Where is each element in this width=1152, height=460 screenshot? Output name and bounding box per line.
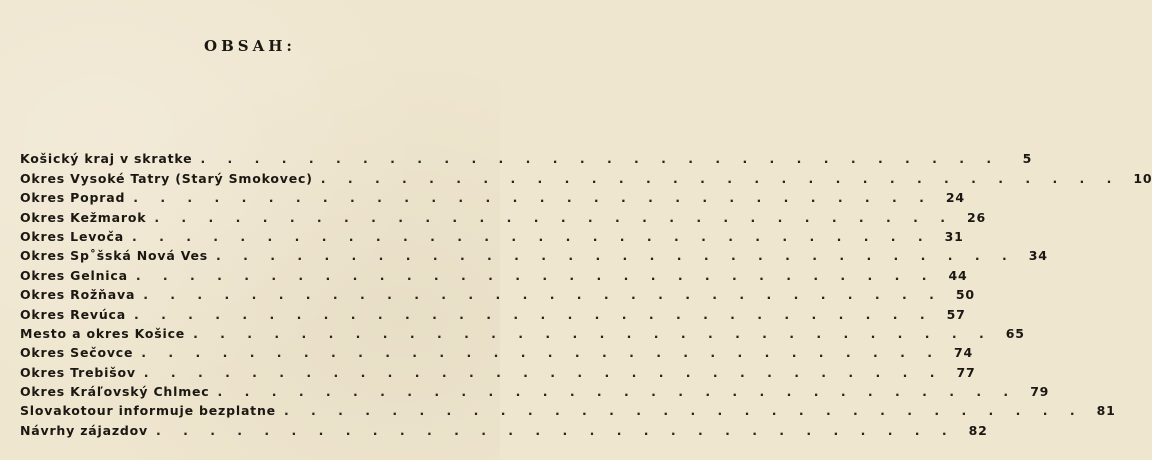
toc-entry-label: Okres Gelnica <box>20 267 128 283</box>
toc-entry-page: 24 <box>945 190 965 206</box>
toc-entry-label: Okres Sp˚šská Nová Ves <box>20 248 209 264</box>
toc-row <box>20 186 965 206</box>
dot-leader: . . . . . . . . . . . . . . . . . . . . . . . . . . . . . . <box>132 228 932 244</box>
dot-leader: . . . . . . . . . . . . . . . . . . . . . . . . . . . . . . <box>135 267 936 283</box>
toc-entry-page: 77 <box>956 364 976 380</box>
toc-entry-label: Okres Revúca <box>20 306 126 322</box>
dot-leader: . . . . . . . . . . . . . . . . . . . . . . . . . . . . . . <box>143 364 944 380</box>
dot-leader: . . . . . . . . . . . . . . . . . . . . . . . . . . . . . . <box>133 306 934 322</box>
dot-leader: . . . . . . . . . . . . . . . . . . . . . . . . . . . . . . <box>216 248 1016 264</box>
toc-entry-label: Mesto a okres Košice <box>20 325 186 341</box>
toc-entry-label: Okres Vysoké Tatry (Starý Smokovec) <box>20 170 313 186</box>
toc-entry-label: Okres Kráľovský Chlmec <box>20 384 210 400</box>
toc-entry-label: Okres Poprad <box>20 190 126 206</box>
dot-leader: . . . . . . . . . . . . . . . . . . . . . . . . . . . . . . <box>133 190 933 206</box>
toc-row <box>20 399 1116 419</box>
table-of-contents <box>20 147 1152 438</box>
toc-row <box>20 244 1048 264</box>
toc-entry-label: Okres Sečovce <box>20 345 134 361</box>
toc-row <box>20 263 968 283</box>
toc-row <box>20 205 986 225</box>
toc-entry-page: 44 <box>948 267 968 283</box>
toc-row <box>20 302 966 322</box>
toc-entry-page: 79 <box>1030 384 1050 400</box>
toc-entry-page: 5 <box>1022 151 1033 167</box>
toc-entry-page: 31 <box>944 228 964 244</box>
toc-entry-label: Okres Levoča <box>20 228 124 244</box>
toc-entry-label: Košický kraj v skratke <box>20 151 193 167</box>
dot-leader: . . . . . . . . . . . . . . . . . . . . . . . . . . . . . . <box>217 384 1018 400</box>
toc-row <box>20 341 973 361</box>
toc-row <box>20 283 975 303</box>
toc-entry-page: 10 <box>1133 170 1152 186</box>
dot-leader: . . . . . . . . . . . . . . . . . . . . . . . . . . . . . . <box>141 345 941 361</box>
dot-leader: . . . . . . . . . . . . . . . . . . . . . . . . . . . . . . <box>143 287 943 303</box>
toc-entry-page: 57 <box>946 306 966 322</box>
toc-row <box>20 360 976 380</box>
toc-row <box>20 166 1152 186</box>
toc-entry-label: Okres Trebišov <box>20 364 136 380</box>
page-title: OBSAH: <box>204 37 296 55</box>
dot-leader: . . . . . . . . . . . . . . . . . . . . . . . . . . . . . . <box>283 403 1084 419</box>
toc-entry-page: 34 <box>1028 248 1048 264</box>
toc-entry-page: 26 <box>967 209 986 225</box>
dot-leader: . . . . . . . . . . . . . . . . . . . . . . . . . . . . . . <box>156 422 956 438</box>
toc-entry-page: 65 <box>1005 325 1025 341</box>
dot-leader: . . . . . . . . . . . . . . . . . . . . . . . . . . . . . . <box>154 209 954 225</box>
toc-entry-page: 81 <box>1096 403 1116 419</box>
toc-entry-label: Návrhy zájazdov <box>20 422 148 438</box>
toc-entry-label: Okres Rožňava <box>20 287 136 303</box>
toc-row <box>20 147 1033 167</box>
toc-entry-label: Okres Kežmarok <box>20 209 147 225</box>
toc-entry-page: 74 <box>953 345 973 361</box>
toc-entry-page: 82 <box>968 422 988 438</box>
dot-leader: . . . . . . . . . . . . . . . . . . . . . . . . . . . . . . <box>200 151 1001 167</box>
toc-row <box>20 322 1025 341</box>
toc-entry-label: Slovakotour informuje bezplatne <box>20 403 276 419</box>
dot-leader: . . . . . . . . . . . . . . . . . . . . . . . . . . . . . . <box>193 325 993 341</box>
toc-row <box>20 225 964 244</box>
toc-entry-page: 50 <box>955 287 975 303</box>
toc-row <box>20 380 1050 400</box>
dot-leader: . . . . . . . . . . . . . . . . . . . . . . . . . . . . . . <box>320 170 1121 186</box>
toc-row <box>20 418 988 438</box>
